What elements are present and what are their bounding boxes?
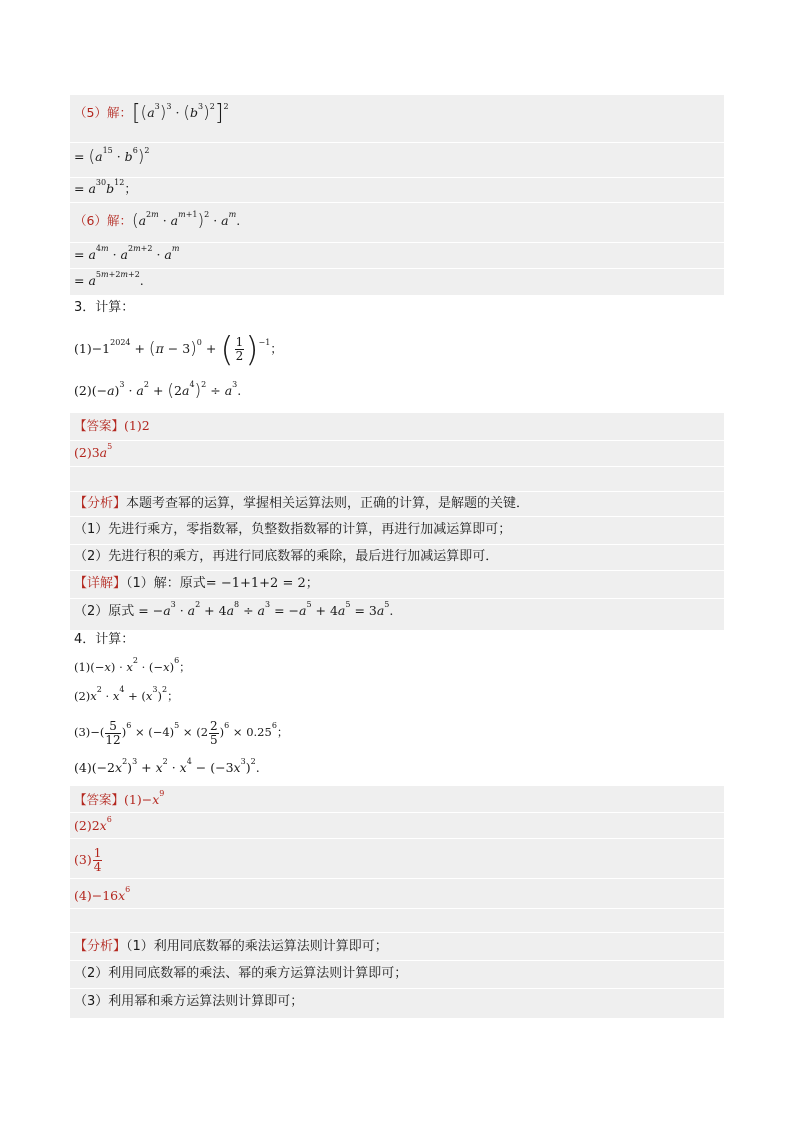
equals-sign: = — [74, 273, 85, 288]
answer-4-prefix: (4) — [74, 888, 92, 903]
divider — [70, 570, 724, 571]
q4-answer-2: $(2)2x^6$ — [74, 815, 112, 833]
divider — [70, 878, 724, 879]
answer-tag: 【答案】 — [74, 792, 125, 807]
divider — [70, 516, 724, 517]
q4-item3: (3)−( $\frac{5}{12}$ )$^6 \times (-4)^5 \times (2$ $\frac{2}{5}$ )$^6 \times 0.25^6$； — [74, 718, 289, 747]
q3-answer-line — [74, 416, 150, 436]
detail-2-text: （2）原式 — [74, 604, 135, 619]
sol6-line2: = $a^{4m} \cdot a^{2m+2} \cdot a^m$ — [74, 244, 180, 262]
divider — [70, 202, 724, 203]
punct: ； — [167, 689, 179, 703]
sol5-label: （5）解： — [74, 105, 132, 120]
analysis-tag: 【分析】 — [74, 496, 127, 511]
divider — [70, 908, 724, 909]
q4-answer-3: (3) $\frac{1}{4}$ — [74, 846, 102, 874]
punct: ； — [124, 181, 137, 196]
answer-3-prefix: (3) — [74, 852, 92, 867]
q4-item2: $(2)x^2 \cdot x^4 + (x^3)^2$； — [74, 685, 179, 703]
answer-tag: 【答案】 — [74, 418, 125, 433]
punct: . — [139, 273, 144, 288]
q4-item1: $(1)(-x) \cdot x^2 \cdot (-x)^6$； — [74, 656, 191, 674]
punct: . — [389, 603, 394, 618]
punct: ； — [179, 660, 191, 674]
punct: . — [255, 760, 260, 775]
q3-analysis — [74, 494, 529, 514]
divider — [70, 268, 724, 269]
q3-analysis-2: （2）先进行积的乘方，再进行同底数幂的乘除，最后进行加减运算即可． — [74, 549, 499, 564]
answer-1-prefix: (1) — [124, 792, 142, 807]
q4-analysis-3: （3）利用幂和乘方运算法则计算即可； — [74, 994, 304, 1009]
solution-block-5-6 — [70, 95, 724, 295]
q3-detail-1 — [74, 574, 319, 594]
detail-tag: 【详解】 — [74, 576, 127, 591]
q3-item1: $(1)-1^{2024} + (\pi - 3)^0$ + ( $\frac{1}{2}$ )$^{-1}$； — [74, 329, 283, 370]
q4-analysis-1 — [74, 937, 388, 957]
q4-title: 4．计算： — [74, 632, 135, 647]
answer-2-prefix: (2) — [74, 445, 92, 460]
q3-title: 3．计算： — [74, 300, 135, 315]
detail-1-text: （1）解：原式 — [126, 576, 206, 591]
q4-analysis-2: （2）利用同底数幂的乘法、幂的乘方运算法则计算即可； — [74, 966, 408, 981]
q3-answer-2: $(2)3a^5$ — [74, 442, 113, 460]
divider — [70, 598, 724, 599]
punct: . — [237, 383, 242, 398]
analysis-tag: 【分析】 — [74, 939, 127, 954]
divider — [70, 440, 724, 441]
analysis-text: 本题考查幂的运算，掌握相关运算法则，正确的计算，是解题的关键． — [126, 496, 530, 511]
divider — [70, 466, 724, 467]
divider — [70, 491, 724, 492]
q3-analysis-1: （1）先进行乘方，零指数幂，负整数指数幂的计算，再进行加减运算即可； — [74, 522, 512, 537]
divider — [70, 988, 724, 989]
divider — [70, 242, 724, 243]
q4-item4: $(4)(-2x^2)^3 + x^2 \cdot x^4 - (-3x^3)^2$. — [74, 757, 260, 775]
punct: ； — [276, 725, 289, 739]
sol5-line1: （5）解：$[(a^3)^3 \cdot (b^3)^2]^2$ — [74, 101, 229, 126]
divider — [70, 932, 724, 933]
sol6-line3: = $a^{5m+2m+2}$. — [74, 270, 144, 288]
equals-sign: = — [74, 181, 85, 196]
divider — [70, 838, 724, 839]
divider — [70, 177, 724, 178]
q3-detail-2: （2）原式 = $-a^3 \cdot a^2 + 4a^8 \div a^3 = -a^5 + 4a^5 = 3a^5$. — [74, 600, 394, 619]
equals-sign: = — [74, 247, 85, 262]
divider — [70, 544, 724, 545]
sol5-line3: = $a^{30}b^{12}$； — [74, 178, 137, 196]
sol5-line2: = $(a^{15} \cdot b^6)^2$ — [74, 146, 150, 167]
answer-2-prefix: (2) — [74, 818, 92, 833]
sol6-label: （6）解： — [74, 213, 132, 228]
detail-1-math: = −1+1+2 = 2 — [205, 576, 306, 591]
divider — [70, 960, 724, 961]
punct: . — [236, 213, 241, 228]
q3-item2: $(2)(-a)^3 \cdot a^2 + (2a^4)^2 \div a^3$. — [74, 380, 242, 401]
answer-1: (1)2 — [124, 418, 150, 433]
divider — [70, 812, 724, 813]
q4-answer-4: $(4)-16x^6$ — [74, 885, 131, 903]
equals-sign: = — [74, 149, 85, 164]
divider — [70, 142, 724, 143]
q4-answer-line: 【答案】$(1)-x^9$ — [74, 789, 165, 807]
analysis-1-text: （1）利用同底数幂的乘法运算法则计算即可； — [126, 939, 388, 954]
sol6-line1: （6）解：$(a^{2m} \cdot a^{m+1})^2 \cdot a^m$. — [74, 210, 241, 231]
punct: ； — [270, 341, 283, 356]
punct: ； — [305, 576, 319, 591]
